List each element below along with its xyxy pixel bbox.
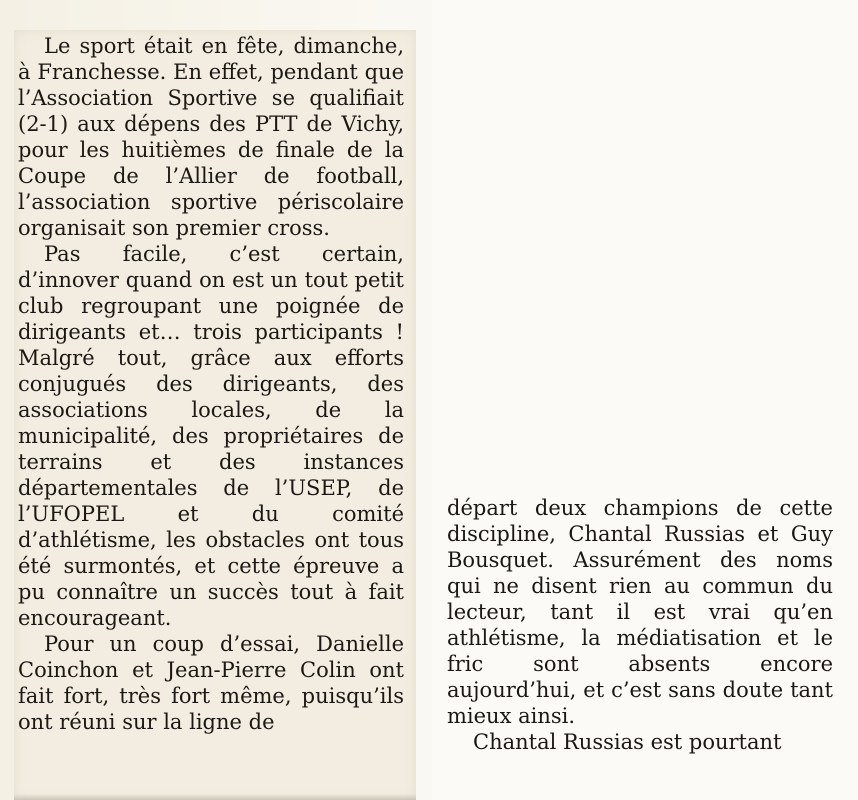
right-column-text [447,495,833,755]
article-paragraph-2: Pas facile, c’est certain, d’innover quand on est un tout petit club regroupant une poignée de dirigeants et… trois participants ! Malgré tout, grâce aux efforts conjugués des dirigeants, des associations locales, de la municipalité, des propriétaires de terrains et des instances départementales de l’USEP, de l’UFOPEL et du comité d’athlétisme, les obstacles ont tous été surmontés, et cette épreuve a pu connaître un succès tout à fait encourageant. [18,242,404,630]
article-paragraph-3: Pour un coup d’essai, Danielle Coinchon et Jean-Pierre Colin ont fait fort, très fort même, puisqu’ils ont réuni sur la ligne de [18,632,404,734]
article-paragraph-4: Chantal Russias est pourtant [473,730,782,754]
left-column-text [18,33,404,735]
article-paragraph-1: Le sport était en fête, dimanche, à Franchesse. En effet, pendant que l’Association Sportive se qualifiait (2-1) aux dépens des PTT de Vichy, pour les huitièmes de finale de la Coupe de l’Allier de football, l’association sportive périscolaire organisait son premier cross. [18,34,404,240]
article-paragraph-3-continued: départ deux champions de cette discipline, Chantal Russias et Guy Bousquet. Assurément des noms qui ne disent rien au commun du lecteur, tant il est vrai qu’en athlétisme, la médiatisation et le fric sont absents encore aujourd’hui, et c’est sans doute tant mieux ainsi. [447,496,833,728]
paper-edge-shadow [14,794,416,800]
